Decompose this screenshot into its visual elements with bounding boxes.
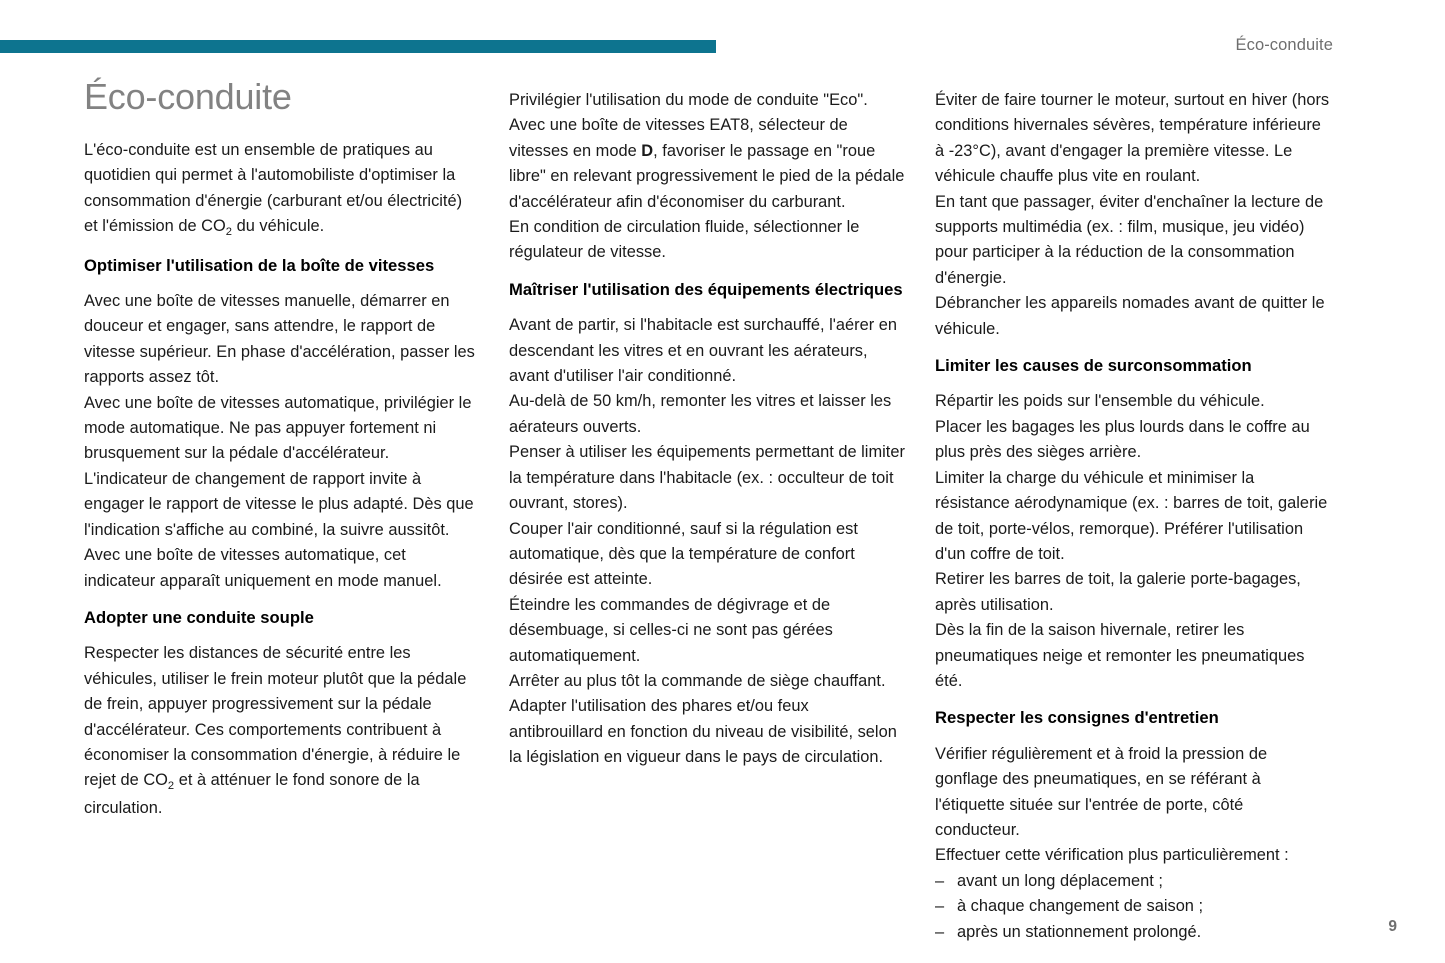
body-paragraph: Retirer les barres de toit, la galerie porte-bagages, après utilisation. xyxy=(935,570,1301,614)
paragraph-text-tail: et à atténuer le fond sonore de la circulation. xyxy=(84,771,420,817)
body-paragraph: Adapter l'utilisation des phares et/ou feux antibrouillard en fonction du niveau de visibilité, selon la législation en vigueur dans le pays de circulation. xyxy=(509,697,897,767)
list-item-label: avant un long déplacement ; xyxy=(957,871,1163,890)
body-paragraph: Couper l'air conditionné, sauf si la régulation est automatique, dès que la température de confort désirée est atteinte. xyxy=(509,519,858,589)
page-number: 9 xyxy=(1388,918,1397,935)
body-paragraph: Penser à utiliser les équipements permettant de limiter la température dans l'habitacle (ex. : occulteur de toit ouvrant, stores). xyxy=(509,443,905,513)
column-2 xyxy=(509,88,905,771)
body-paragraph xyxy=(84,138,480,242)
dash-bullet-icon: – xyxy=(935,897,945,916)
body-paragraph: Dès la fin de la saison hivernale, retirer les pneumatiques neige et remonter les pneumatiques été. xyxy=(935,621,1305,690)
body-paragraph: En condition de circulation fluide, sélectionner le régulateur de vitesse. xyxy=(509,218,860,262)
paragraph-text: Avec une boîte de vitesses EAT8, sélecteur de vitesses en mode xyxy=(509,116,848,160)
body-paragraph xyxy=(509,113,905,215)
body-paragraph: Éteindre les commandes de dégivrage et de désembuage, si celles-ci ne sont pas gérées automatiquement. xyxy=(509,595,833,665)
section-heading: Maîtriser l'utilisation des équipements électriques xyxy=(509,279,903,299)
column-1 xyxy=(84,138,480,821)
body-paragraph: Avant de partir, si l'habitacle est surchauffé, l'aérer en descendant les vitres et en ouvrant les aérateurs, avant d'utiliser l'air conditionné. xyxy=(509,316,897,386)
list-item-label: à chaque changement de saison ; xyxy=(957,897,1204,916)
body-paragraph xyxy=(84,641,480,821)
dash-bullet-icon: – xyxy=(935,871,945,890)
list-item xyxy=(935,920,1331,945)
section-heading: Optimiser l'utilisation de la boîte de vitesses xyxy=(84,255,435,275)
section-heading: Limiter les causes de surconsommation xyxy=(935,356,1252,376)
dash-list xyxy=(935,869,1331,945)
body-paragraph: Au-delà de 50 km/h, remonter les vitres et laisser les aérateurs ouverts. xyxy=(509,392,892,436)
body-paragraph: Vérifier régulièrement et à froid la pression de gonflage des pneumatiques, en se référant à l'étiquette située sur l'entrée de porte, côté conducteur. xyxy=(935,744,1268,839)
section-heading: Adopter une conduite souple xyxy=(84,607,314,627)
list-item-label: après un stationnement prolongé. xyxy=(957,922,1202,941)
paragraph-text-tail: du véhicule. xyxy=(232,217,325,236)
body-paragraph: Privilégier l'utilisation du mode de conduite "Eco". xyxy=(509,91,868,109)
page-title: Éco-conduite xyxy=(84,76,292,117)
body-paragraph: Avec une boîte de vitesses automatique, cet indicateur apparaît uniquement en mode manuel. xyxy=(84,546,442,590)
paragraph-text-tail: , favoriser le passage en "roue libre" en relevant progressivement le pied de la pédale d'accélérateur afin d'économiser du carburant. xyxy=(509,141,905,211)
body-paragraph: Placer les bagages les plus lourds dans le coffre au plus près des sièges arrière. xyxy=(935,417,1310,462)
subscript-value: 2 xyxy=(225,225,233,238)
body-paragraph: Effectuer cette vérification plus particulièrement : xyxy=(935,846,1289,865)
body-paragraph: Éviter de faire tourner le moteur, surtout en hiver (hors conditions hivernales sévères, température inférieure à -23°C), avant d'engager la première vitesse. Le véhicule chauffe plus vite en roulant. xyxy=(935,91,1330,186)
body-paragraph: L'indicateur de changement de rapport invite à engager le rapport de vitesse le plus adapté. Dès que l'indication s'affiche au combiné, la suivre aussitôt. xyxy=(84,469,474,539)
body-paragraph: Arrêter au plus tôt la commande de siège chauffant. xyxy=(509,671,886,690)
body-paragraph: Avec une boîte de vitesses manuelle, démarrer en douceur et engager, sans attendre, le rapport de vitesse supérieur. En phase d'accélération, passer les rapports assez tôt. xyxy=(84,292,475,387)
body-paragraph: En tant que passager, éviter d'enchaîner la lecture de supports multimédia (ex. : film, musique, jeu vidéo) pour participer à la réduction de la consommation d'énergie. xyxy=(935,192,1324,287)
column-3 xyxy=(935,88,1331,945)
running-header-title: Éco-conduite xyxy=(1235,36,1333,54)
paragraph-text: L'éco-conduite est un ensemble de pratiques au quotidien qui permet à l'automobiliste d'optimiser la consommation d'énergie (carburant et/ou électricité) et l'émission de CO xyxy=(84,141,463,236)
section-heading: Respecter les consignes d'entretien xyxy=(935,708,1219,728)
body-paragraph: Répartir les poids sur l'ensemble du véhicule. xyxy=(935,392,1265,411)
list-item xyxy=(935,894,1331,919)
paragraph-text: Respecter les distances de sécurité entre les véhicules, utiliser le frein moteur plutôt que la pédale de frein, appuyer progressivement sur la pédale d'accélérateur. Ces comportements contribuent à économiser la consommation d'énergie, à réduire le rejet de CO xyxy=(84,644,467,790)
dash-bullet-icon: – xyxy=(935,922,945,941)
header-accent-bar xyxy=(0,40,716,53)
body-paragraph: Avec une boîte de vitesses automatique, privilégier le mode automatique. Ne pas appuyer fortement ni brusquement sur la pédale d'accélérateur. xyxy=(84,393,472,463)
subscript-value: 2 xyxy=(167,779,175,792)
body-paragraph: Débrancher les appareils nomades avant de quitter le véhicule. xyxy=(935,294,1325,338)
body-paragraph: Limiter la charge du véhicule et minimiser la résistance aérodynamique (ex. : barres de toit, galerie de toit, porte-vélos, remorque). Préférer l'utilisation d'un coffre de toit. xyxy=(935,468,1328,563)
list-item xyxy=(935,869,1331,894)
inline-emphasis: D xyxy=(641,141,654,160)
